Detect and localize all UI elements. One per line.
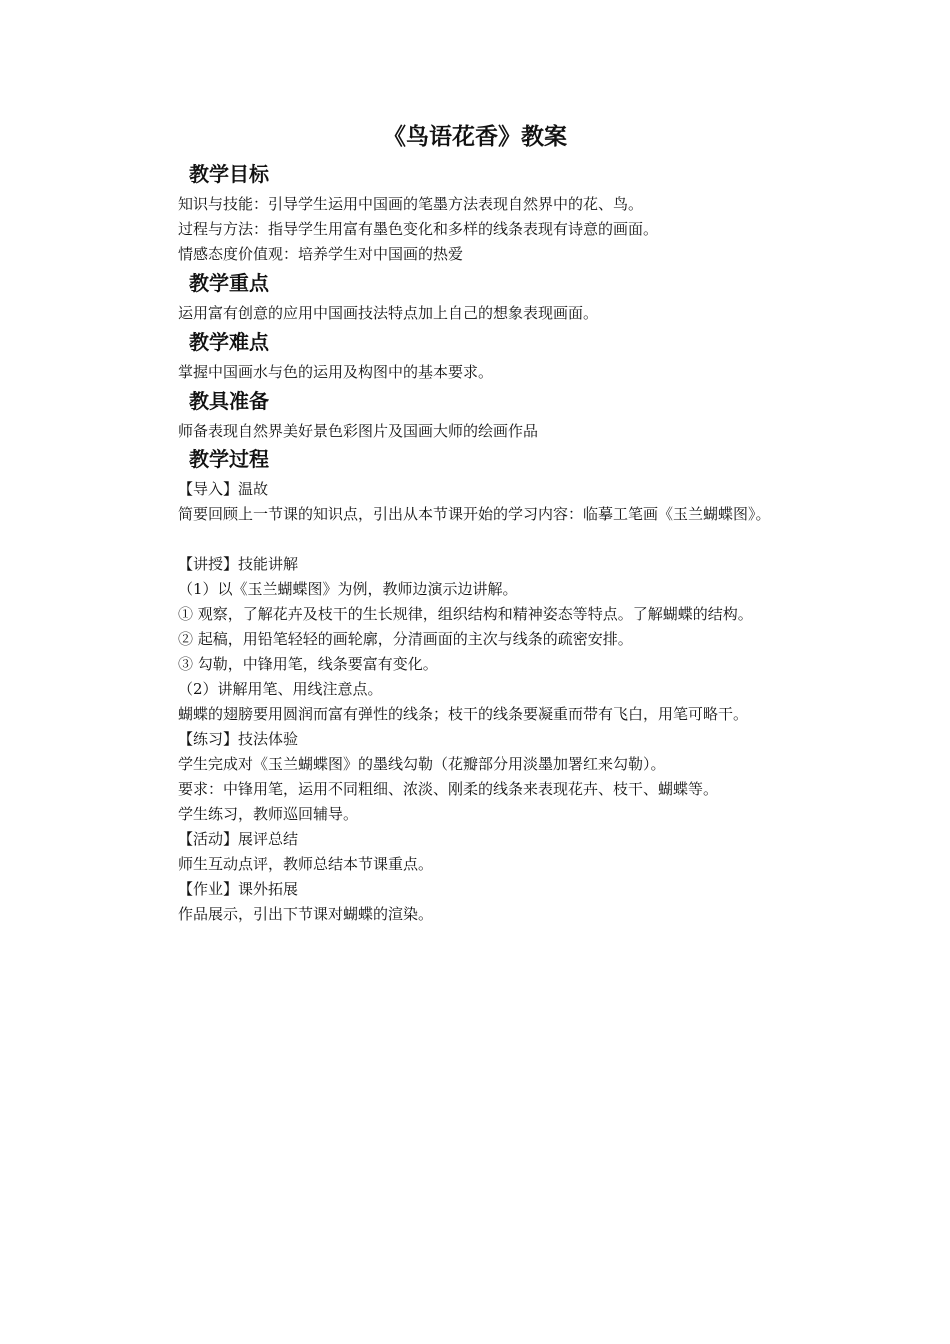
process-homework-label: 【作业】课外拓展 xyxy=(178,880,299,898)
goal-process-method: 过程与方法：指导学生用富有墨色变化和多样的线条表现有诗意的画面。 xyxy=(178,220,659,238)
process-intro-text: 简要回顾上一节课的知识点，引出从本节课开始的学习内容：临摹工笔画《玉兰蝴蝶图》。 xyxy=(178,505,771,523)
heading-difficulties: 教学难点 xyxy=(189,330,269,354)
process-activity-label: 【活动】展评总结 xyxy=(178,830,299,848)
heading-key-points: 教学重点 xyxy=(189,271,269,295)
process-lecture-step-2: （2）讲解用笔、用线注意点。 xyxy=(178,680,383,698)
process-practice-label: 【练习】技法体验 xyxy=(178,730,299,748)
materials-text: 师备表现自然界美好景色彩图片及国画大师的绘画作品 xyxy=(178,422,539,440)
process-lecture-step-1: （1）以《玉兰蝴蝶图》为例，教师边演示边讲解。 xyxy=(178,580,518,598)
process-requirement-text: 要求：中锋用笔，运用不同粗细、浓淡、刚柔的线条来表现花卉、枝干、蝴蝶等。 xyxy=(178,780,719,798)
heading-teaching-process: 教学过程 xyxy=(189,447,269,471)
process-lecture-label: 【讲授】技能讲解 xyxy=(178,555,299,573)
process-student-practice-text: 学生练习，教师巡回辅导。 xyxy=(178,805,359,823)
process-homework-text: 作品展示，引出下节课对蝴蝶的渲染。 xyxy=(178,905,434,923)
difficulties-text: 掌握中国画水与色的运用及构图中的基本要求。 xyxy=(178,363,494,381)
process-activity-text: 师生互动点评，教师总结本节课重点。 xyxy=(178,855,434,873)
goal-knowledge-skills: 知识与技能：引导学生运用中国画的笔墨方法表现自然界中的花、鸟。 xyxy=(178,195,644,213)
heading-teaching-goals: 教学目标 xyxy=(189,162,269,186)
process-practice-text: 学生完成对《玉兰蝴蝶图》的墨线勾勒（花瓣部分用淡墨加署红来勾勒）。 xyxy=(178,755,666,773)
process-sketch-text: ② 起稿，用铅笔轻轻的画轮廓，分清画面的主次与线条的疏密安排。 xyxy=(178,630,633,648)
process-intro-label: 【导入】温故 xyxy=(178,480,269,498)
key-points-text: 运用富有创意的应用中国画技法特点加上自己的想象表现画面。 xyxy=(178,304,599,322)
process-outline-text: ③ 勾勒，中锋用笔，线条要富有变化。 xyxy=(178,655,438,673)
process-butterfly-text: 蝴蝶的翅膀要用圆润而富有弹性的线条；枝干的线条要凝重而带有飞白，用笔可略干。 xyxy=(178,705,749,723)
goal-emotion-values: 情感态度价值观：培养学生对中国画的热爱 xyxy=(178,245,464,263)
heading-materials: 教具准备 xyxy=(189,389,269,413)
process-observe-text: ① 观察，了解花卉及枝干的生长规律，组织结构和精神姿态等特点。了解蝴蝶的结构。 xyxy=(178,605,753,623)
document-title: 《鸟语花香》教案 xyxy=(383,123,567,150)
